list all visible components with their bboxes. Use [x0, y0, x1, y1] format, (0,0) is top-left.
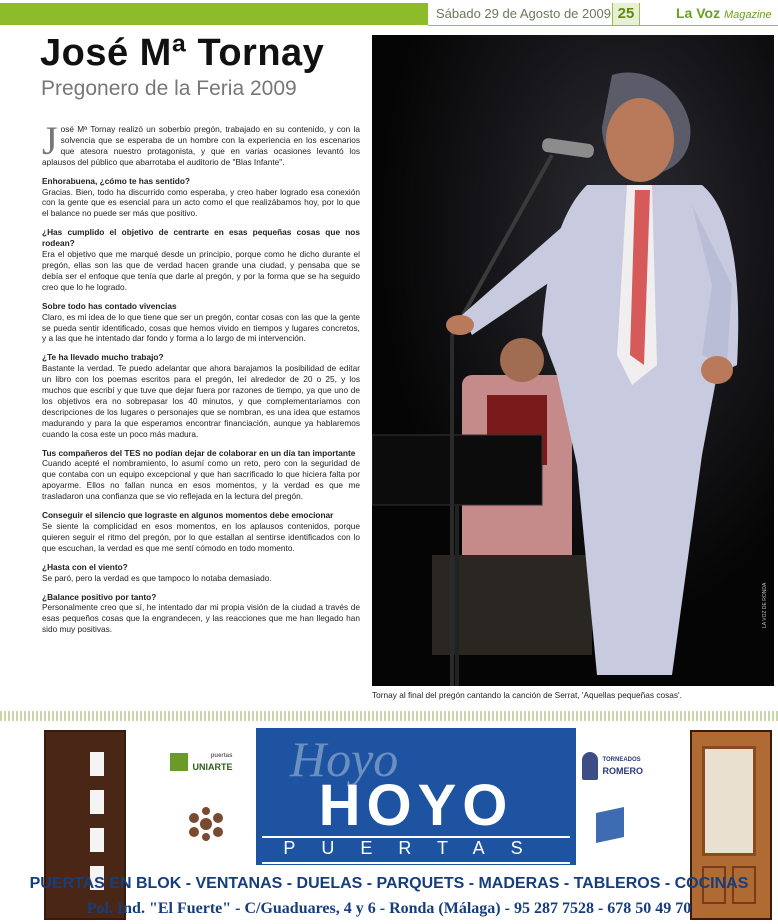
- answer: Cuando acepté el nombramiento, lo asumí como un reto, pero con la seguridad de que contaba con un equipo excepcional y que han sacrificado lo que hiciera falta por apoyarme. Ellos no fallan nunca en esos momentos, y la verdad es que me trasladaron una confianza que se vio reflejada en la lectura del pregón.: [42, 458, 360, 502]
- qa-block: [42, 510, 360, 554]
- section-divider: [0, 711, 778, 721]
- puertas-label: PUERTAS: [283, 838, 549, 858]
- answer: Se siente la complicidad en esos momentos, en los aplausos contenidos, porque quieren seguir el ritmo del pregón, por lo que estallan al sentirse identificados con lo que escuchan, la verdad es que me sentí cómodo en todo momento.: [42, 521, 360, 553]
- intro-text: osé Mª Tornay realizó un soberbio pregón, trabajado en su contenido, y con la solvencia que se esperaba de un hombre con la experiencia en los escenarios que atesora nuestro protagonista, y que en varias ocasiones levantó los aplausos del público que abarrotaba el auditorio de "Blas Infante".: [42, 124, 360, 167]
- header-date: Sábado 29 de Agosto de 2009: [436, 6, 611, 21]
- header-green-bar: [0, 3, 428, 25]
- uniarte-tag: puertas: [210, 753, 233, 759]
- question: Sobre todo has contado vivencias: [42, 300, 177, 311]
- qa-block: [42, 592, 360, 636]
- question: ¿Te ha llevado mucho trabajo?: [42, 352, 164, 363]
- article-intro: [42, 118, 360, 168]
- ad-address: Pol. Ind. "El Fuerte" - C/Guaduares, 4 y 6 - Ronda (Málaga) - 95 287 7528 - 678 50 49 70: [86, 900, 692, 917]
- answer: Era el objetivo que me marqué desde un principio, porque como he dicho durante el pregón, ellas son las que de verdad hacen grande una ciudad, y pensaba que se debía ser el enfoque que tenía que darle al pregón, y por la forma que se ha seguido creo que lo he logrado.: [42, 249, 360, 292]
- answer: Personalmente creo que sí, he intentado dar mi propia visión de la ciudad a través de esas pequeños cosas que la engrandecen, y las reacciones que me han llegado han sido muy positivas.: [42, 602, 360, 635]
- romero-icon: [582, 752, 598, 780]
- uniarte-name: UNIARTE: [192, 762, 233, 772]
- question: ¿Hasta con el viento?: [42, 561, 128, 572]
- concert-illustration: [372, 35, 774, 686]
- box-logo-icon: [596, 807, 624, 843]
- publication-brand: [676, 5, 772, 21]
- brand-name: La Voz: [676, 5, 721, 21]
- question: Tus compañeros del TES no podían dejar de colaborar en un día tan importante: [42, 447, 356, 458]
- answer: Bastante la verdad. Te puedo adelantar que ahora barajamos la posibilidad de editar un libro con los poemas escritos para el pregón, leí alrededor de 20 o 25, y los muchos que escribí y que tuve que dejar fuera por razones de tiempo, ya que uno de los objetivos era no sobrepasar los 40 minutos, y que complementaríamos con descripciones de los lugares o personajes que se nombran, es una idea que estamos madurando y para la que esperamos encontrar financiación, aunque ya hablaremos cuando la cosa este un poco más madura.: [42, 363, 360, 439]
- qa-block: [42, 562, 360, 584]
- header-rule: [428, 25, 778, 26]
- qa-block: [42, 448, 360, 503]
- uniarte-icon: [170, 753, 188, 771]
- romero-tag: TORNEADOS: [602, 757, 641, 763]
- qa-block: [42, 176, 360, 220]
- article-subtitle: Pregonero de la Feria 2009: [41, 77, 297, 100]
- question: ¿Has cumplido el objetivo de centrarte en esas pequeñas cosas que nos rodean?: [42, 227, 360, 249]
- dropcap: J: [42, 118, 58, 163]
- question: Conseguir el silencio que lograste en algunos momentos debe emocionar: [42, 510, 334, 521]
- answer: Se paró, pero la verdad es que tampoco lo notaba demasiado.: [42, 572, 272, 583]
- article-title: José Mª Tornay: [40, 32, 325, 74]
- flower-logo-icon: [184, 806, 228, 842]
- ad-products: PUERTAS EN BLOK - VENTANAS - DUELAS - PARQUETS - MADERAS - TABLEROS - COCINAS: [29, 875, 749, 892]
- qa-block: [42, 352, 360, 439]
- article-body: [42, 118, 360, 643]
- page-header: [0, 0, 778, 28]
- page-number: 25: [612, 3, 640, 25]
- question: Enhorabuena, ¿cómo te has sentido?: [42, 175, 190, 186]
- answer: Gracias. Bien, todo ha discurrido como esperaba, y creo haber logrado esa conexión con la gente que es esencial para un acto como el que realizábamos hoy, por lo que el balance no puede ser más que positivo.: [42, 186, 360, 219]
- photo-credit: LA VOZ DE RONDA: [762, 582, 768, 628]
- singer-photo: [372, 35, 774, 686]
- qa-block: [42, 227, 360, 292]
- romero-name: ROMERO: [602, 766, 643, 776]
- question: ¿Balance positivo por tanto?: [42, 591, 157, 602]
- photo-caption: Tornay al final del pregón cantando la canción de Serrat, 'Aquellas pequeñas cosas'.: [372, 690, 682, 700]
- hoyo-brand: HOYO: [318, 773, 514, 838]
- answer: Claro, es mi idea de lo que tiene que ser un pregón, contar cosas con las que la gente se pueda sentir identificado, cosas que hemos vivido en tiempos y lugares concretos, y a las que he intentado dar fondo y forma a lo largo de mi intervención.: [42, 311, 360, 344]
- brand-section: Magazine: [723, 9, 772, 21]
- qa-block: [42, 301, 360, 345]
- hoyo-script-mark: Hoyo: [290, 731, 399, 787]
- uniarte-logo: [170, 752, 232, 772]
- romero-logo: [582, 752, 643, 780]
